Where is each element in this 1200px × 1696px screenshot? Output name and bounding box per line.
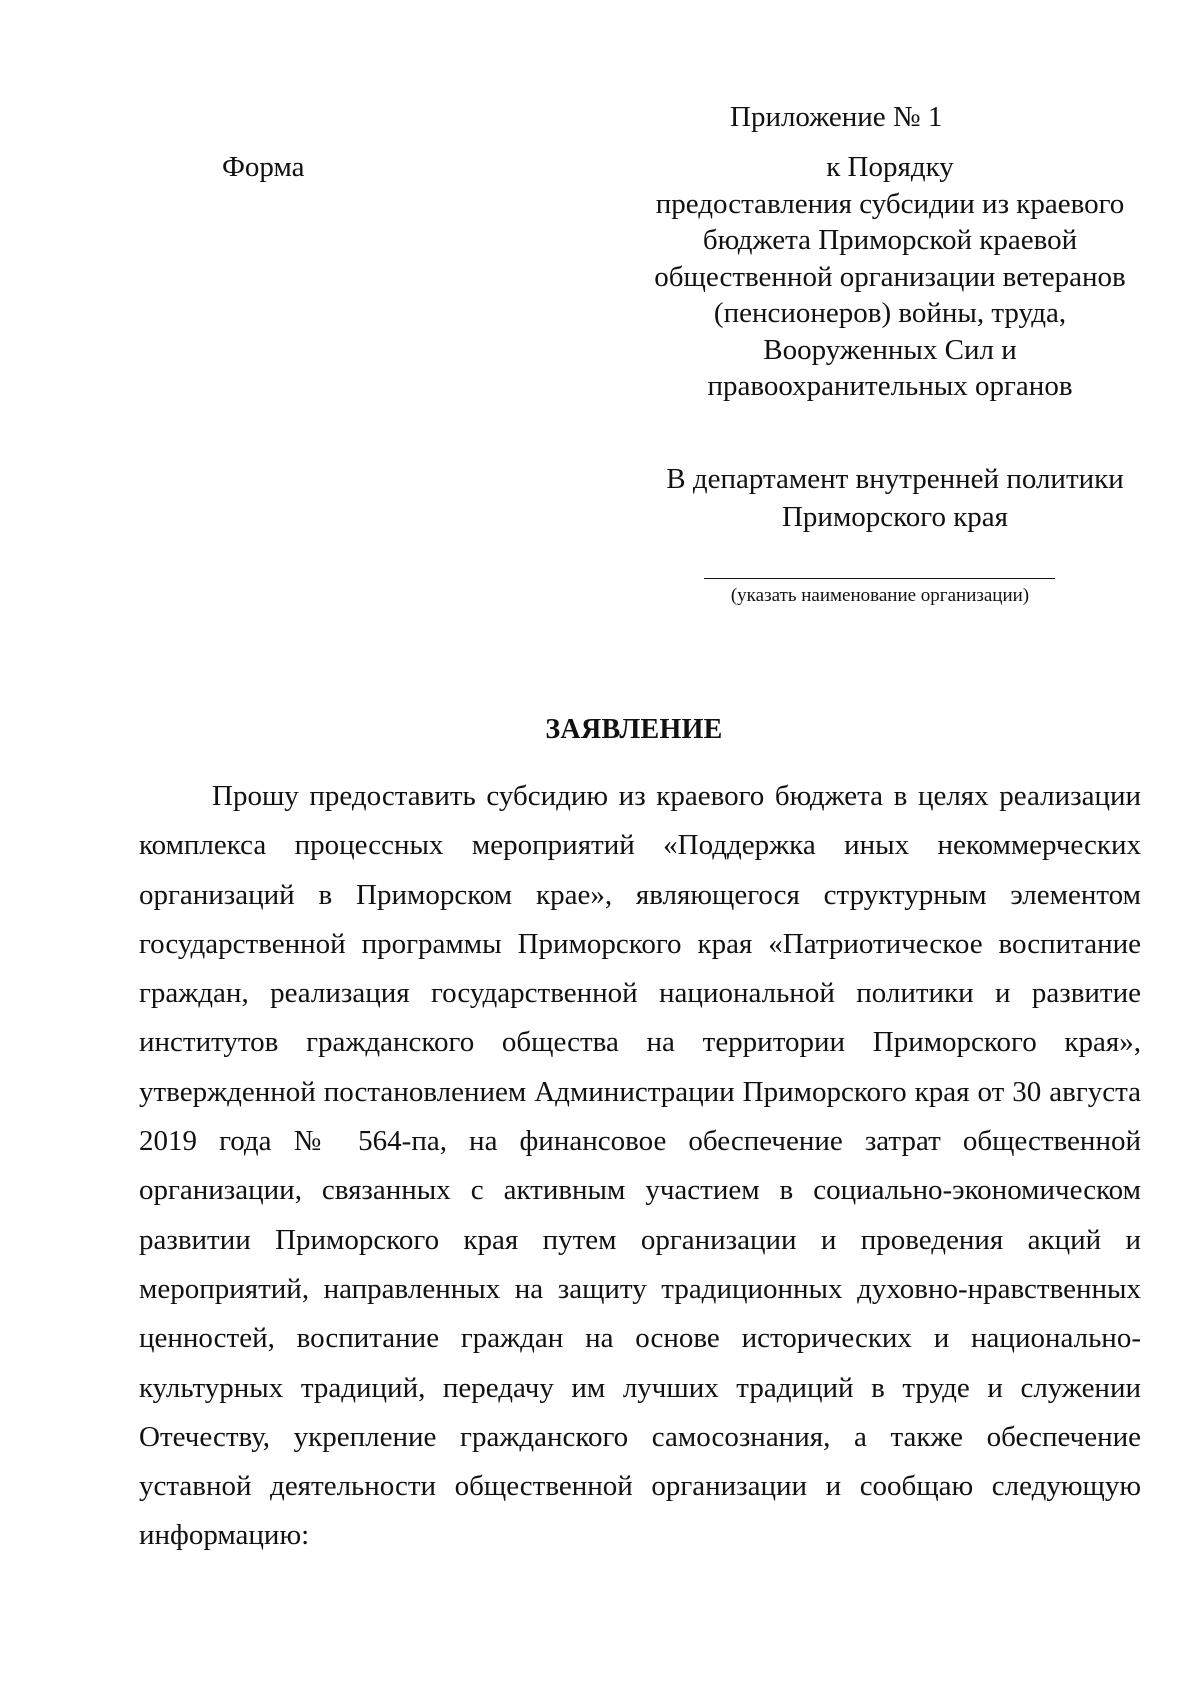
form-label: Форма <box>222 151 305 183</box>
order-reference-line: бюджета Приморской краевой <box>702 224 1078 256</box>
order-reference-line: (пенсионеров) войны, труда, <box>713 297 1067 329</box>
body-line: организации, связанных с активным участием в социально-экономическом <box>139 1174 1141 1207</box>
body-line: развитии Приморского края путем организации и проведения акций и <box>139 1223 1141 1256</box>
order-reference-line: правоохранительных органов <box>707 370 1073 402</box>
appendix-number: Приложение № 1 <box>730 101 943 133</box>
order-reference-line: общественной организации ветеранов <box>654 260 1126 293</box>
body-line: Отечеству, укрепление гражданского самосознания, а также обеспечение <box>139 1420 1141 1453</box>
body-line: информацию: <box>139 1519 310 1552</box>
body-line: комплекса процессных мероприятий «Поддержка иных некоммерческих <box>139 829 1141 862</box>
body-line: уставной деятельности общественной организации и сообщаю следующую <box>139 1470 1141 1503</box>
recipient-block <box>660 460 1130 536</box>
body-line: ценностей, воспитание граждан на основе исторических и национально- <box>139 1322 1141 1355</box>
body-line: утвержденной постановлением Администрации Приморского края от 30 августа <box>139 1075 1141 1108</box>
body-line: институтов гражданского общества на территории Приморского края», <box>139 1026 1141 1059</box>
order-reference-line: Вооруженных Сил и <box>763 333 1017 366</box>
body-line: 2019 года № 564-па, на финансовое обеспечение затрат общественной <box>139 1125 1141 1158</box>
order-reference-line: предоставления субсидии из краевого <box>655 187 1125 220</box>
recipient-line: В департамент внутренней политики <box>666 463 1124 495</box>
organization-name-blank <box>704 578 1055 579</box>
document-title: ЗАЯВЛЕНИЕ <box>545 714 723 745</box>
body-line: мероприятий, направленных на защиту традиционных духовно-нравственных <box>139 1272 1141 1305</box>
recipient-line: Приморского края <box>781 501 1009 533</box>
order-reference <box>640 149 1140 405</box>
statement-body <box>139 772 1141 1561</box>
order-reference-line: к Порядку <box>826 151 954 183</box>
body-line: Прошу предоставить субсидию из краевого бюджета в целях реализации <box>212 780 1141 812</box>
body-line: государственной программы Приморского края «Патриотическое воспитание <box>139 927 1141 960</box>
body-line: организаций в Приморском крае», являющегося структурным элементом <box>139 878 1141 911</box>
body-line: культурных традиций, передачу им лучших традиций в труде и служении <box>139 1371 1141 1404</box>
body-line: граждан, реализация государственной национальной политики и развитие <box>139 977 1141 1010</box>
organization-name-caption: (указать наименование организации) <box>730 585 1030 606</box>
